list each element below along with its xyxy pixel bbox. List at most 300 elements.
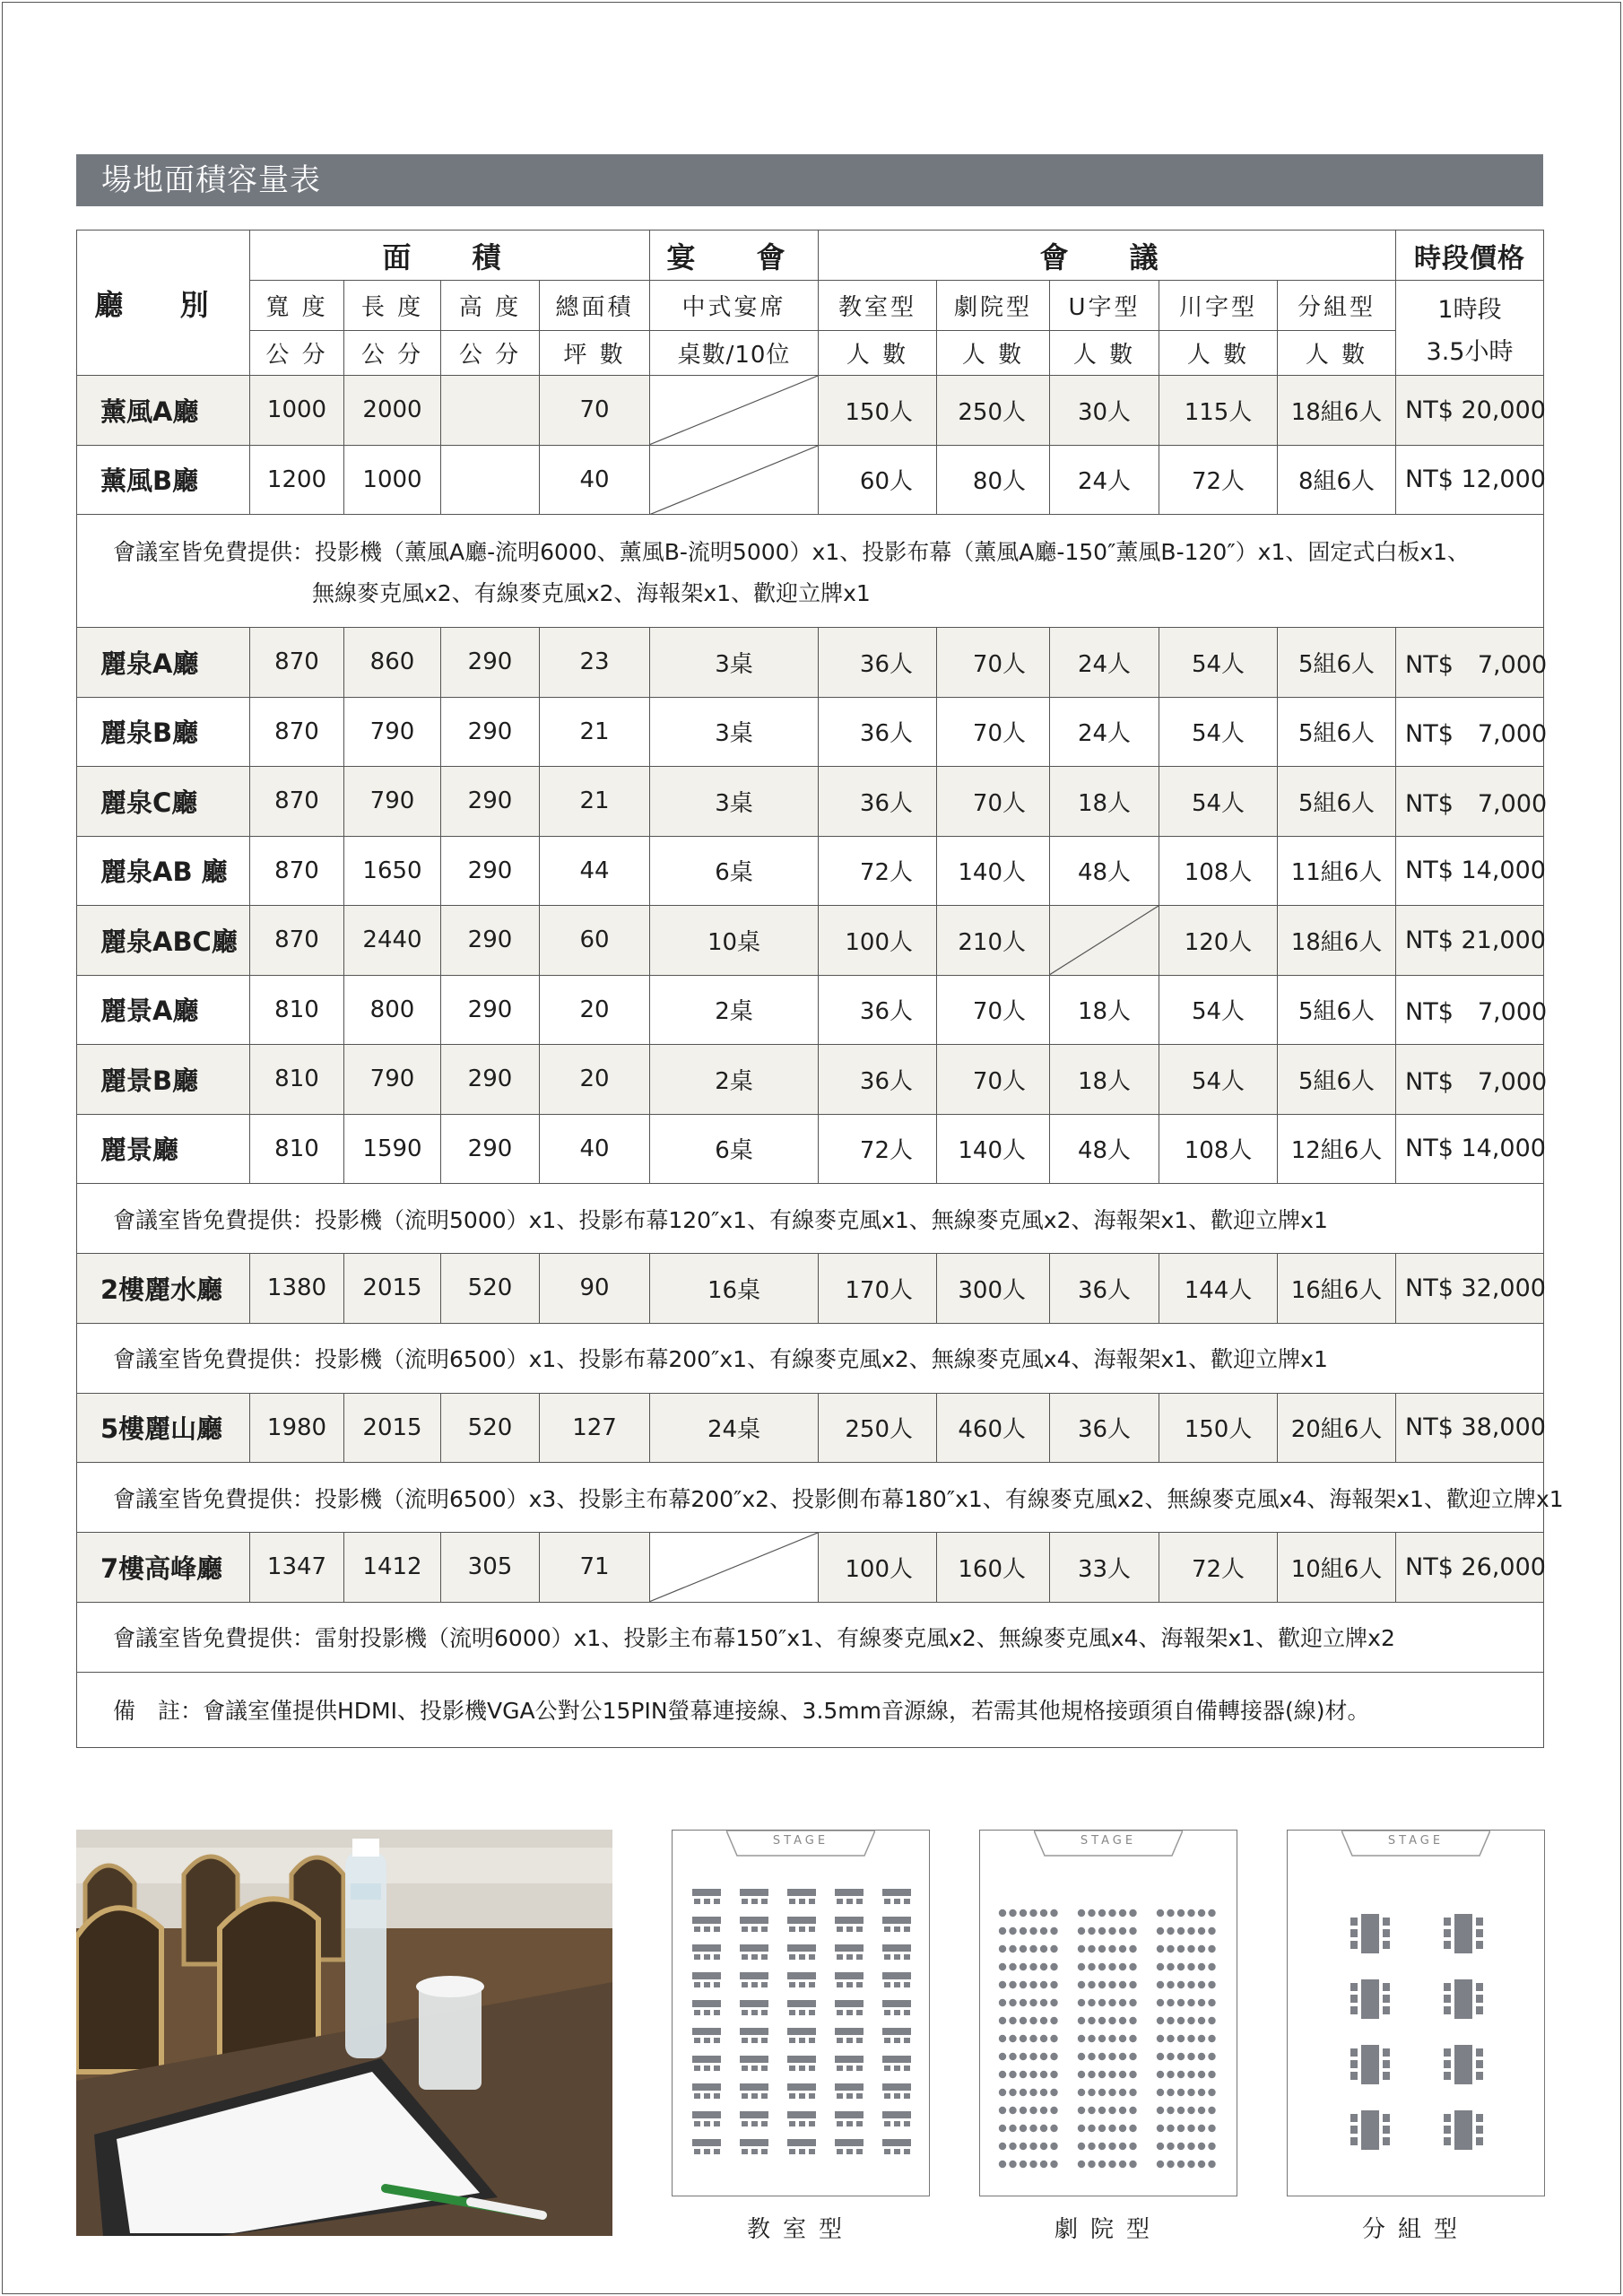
group-cell: 5組6人 (1278, 697, 1396, 767)
not-available-slash (650, 376, 818, 445)
theater-seat (1119, 2071, 1126, 2078)
theater-seat (1108, 2017, 1115, 2024)
theater-seat (1009, 1999, 1016, 2006)
u-shape-cell: 33人 (1050, 1533, 1159, 1603)
desk-with-chairs (740, 1944, 768, 1960)
price-cell: NT$ 20,000 (1396, 376, 1544, 446)
classroom-cell: 72人 (819, 1114, 937, 1184)
theater-seat (1040, 2089, 1047, 2096)
theater-seat (1187, 2143, 1194, 2150)
theater-seat (1050, 2125, 1057, 2132)
theater-seat (1098, 2107, 1106, 2114)
theater-seat (1040, 2035, 1047, 2042)
theater-seat (1198, 2053, 1205, 2060)
theater-seat (1078, 2035, 1085, 2042)
theater-seat (1088, 2089, 1095, 2096)
banquet-cell: 3桌 (650, 697, 819, 767)
theater-seat (1157, 1909, 1164, 1917)
width-cell: 1000 (250, 376, 344, 446)
desk-with-chairs (882, 1944, 911, 1960)
theater-seat (1177, 2089, 1185, 2096)
header-area: 面 積 (250, 230, 650, 281)
price-cell: NT$ 7,000 (1396, 628, 1544, 698)
banquet-cell: 2桌 (650, 1045, 819, 1115)
table-row (77, 1045, 1544, 1115)
theater-seat (1187, 2125, 1194, 2132)
chuan-shape-cell: 54人 (1159, 1045, 1278, 1115)
hall-name: 麗景B廳 (77, 1045, 250, 1115)
price-cell: NT$ 12,000 (1396, 445, 1544, 515)
theater-seat (1129, 1981, 1136, 1988)
desk-with-chairs (692, 2083, 721, 2099)
theater-seat (1157, 2125, 1164, 2132)
length-cell: 2015 (344, 1393, 441, 1463)
theater-seat (1098, 1999, 1106, 2006)
theater-seat (1198, 2143, 1205, 2150)
chuan-shape-cell: 108人 (1159, 836, 1278, 906)
theater-seat (1050, 2071, 1057, 2078)
desk-with-chairs (692, 2111, 721, 2126)
group-table (1350, 2045, 1390, 2084)
theater-seat (1009, 2125, 1016, 2132)
theater-seat (1167, 1945, 1174, 1952)
theater-seat (1108, 2125, 1115, 2132)
theater-seat (1119, 2089, 1126, 2096)
theater-seat (1198, 2071, 1205, 2078)
u-shape-cell: 18人 (1050, 1045, 1159, 1115)
theater-seat (1050, 1945, 1057, 1952)
theater-seat (1177, 2053, 1185, 2060)
desk-with-chairs (740, 2028, 768, 2043)
price-cell: NT$ 7,000 (1396, 767, 1544, 837)
theater-seat (1098, 2035, 1106, 2042)
theater-seat (1020, 2125, 1027, 2132)
theater-seat (1198, 2035, 1205, 2042)
theater-seat (1009, 1981, 1016, 1988)
u-shape-cell: 24人 (1050, 697, 1159, 767)
header-total-area: 總面積 (540, 281, 650, 331)
theater-seat (1177, 2161, 1185, 2168)
price-cell: NT$ 7,000 (1396, 975, 1544, 1045)
group-table (1350, 1979, 1390, 2019)
theater-seat (1187, 2071, 1194, 2078)
theater-seat (1167, 1999, 1174, 2006)
theater-seat (1009, 2017, 1016, 2024)
chuan-shape-cell: 150人 (1159, 1393, 1278, 1463)
theater-seat (1108, 2143, 1115, 2150)
theater-seat (1167, 2107, 1174, 2114)
desk-with-chairs (787, 1972, 816, 1987)
length-cell: 790 (344, 1045, 441, 1115)
banquet-cell: 16桌 (650, 1254, 819, 1324)
u-shape-cell: 18人 (1050, 767, 1159, 837)
theater-seat (1177, 1981, 1185, 1988)
chuan-shape-cell: 115人 (1159, 376, 1278, 446)
theater-seat (1198, 1981, 1205, 1988)
theater-seat (1078, 1999, 1085, 2006)
theater-seat (1098, 1981, 1106, 1988)
desk-with-chairs (740, 2000, 768, 2015)
stage-label: STAGE (1387, 1834, 1445, 1848)
theater-seat (1098, 1927, 1106, 1935)
u-shape-cell: 48人 (1050, 1114, 1159, 1184)
classroom-cell: 150人 (819, 376, 937, 446)
theater-seat (1050, 1909, 1057, 1917)
equipment-note-xunfeng-text: 會議室皆免費提供：投影機（薰風A廳-流明6000、薰風B-流明5000）x1、投影布幕（薰風A廳-150″薰風B-120″）x1、固定式白板x1、 (113, 538, 1471, 565)
theater-seat (1157, 2071, 1164, 2078)
theater-seat (1009, 2107, 1016, 2114)
desk-with-chairs (787, 1917, 816, 1932)
theater-seat (1029, 2125, 1037, 2132)
theater-seat (1129, 2035, 1136, 2042)
height-cell: 290 (441, 836, 540, 906)
theater-cell: 80人 (937, 445, 1050, 515)
theater-seat (1187, 1945, 1194, 1952)
banquet-cell: 6桌 (650, 1114, 819, 1184)
theater-seat (1078, 2161, 1085, 2168)
desk-with-chairs (787, 1944, 816, 1960)
theater-seat (1020, 1963, 1027, 1970)
theater-seat (1119, 2125, 1126, 2132)
u-shape-cell: 36人 (1050, 1393, 1159, 1463)
classroom-cell: 36人 (819, 628, 937, 698)
theater-seat (1009, 1963, 1016, 1970)
table-row (77, 1533, 1544, 1603)
theater-cell: 210人 (937, 906, 1050, 976)
theater-seat (1088, 2053, 1095, 2060)
banquet-cell: 2桌 (650, 975, 819, 1045)
theater-seat (1157, 2161, 1164, 2168)
desk-with-chairs (787, 2056, 816, 2071)
theater-seat (1050, 2035, 1057, 2042)
area-cell: 21 (540, 697, 650, 767)
theater-seat (1157, 1981, 1164, 1988)
remark-text: 備 註：會議室僅提供HDMI、投影機VGA公對公15PIN螢幕連接線、3.5mm音源線，若需其他規格接頭須自備轉接器(線)材。 (77, 1672, 1544, 1747)
theater-seat (1088, 2071, 1095, 2078)
theater-seat (1029, 1963, 1037, 1970)
theater-seat (1040, 2071, 1047, 2078)
theater-seat (999, 2089, 1006, 2096)
group-layout-label: 分組型 (1361, 2216, 1470, 2243)
length-cell: 1650 (344, 836, 441, 906)
width-cell: 870 (250, 836, 344, 906)
chuan-shape-cell: 54人 (1159, 697, 1278, 767)
theater-seat (1040, 2053, 1047, 2060)
theater-seat (1208, 1927, 1215, 1935)
classroom-layout-diagram (672, 1830, 930, 2196)
group-cell: 10組6人 (1278, 1533, 1396, 1603)
theater-seat (1020, 1945, 1027, 1952)
theater-seat (1088, 2125, 1095, 2132)
theater-seat (1098, 1909, 1106, 1917)
theater-seat (1129, 1999, 1136, 2006)
theater-seat (1129, 1945, 1136, 1952)
theater-seat (1040, 1963, 1047, 1970)
theater-seat (1029, 1999, 1037, 2006)
theater-seat (1208, 1981, 1215, 1988)
table-row (77, 1114, 1544, 1184)
classroom-cell: 100人 (819, 906, 937, 976)
unit-u: 人 數 (1050, 331, 1159, 376)
area-cell: 20 (540, 975, 650, 1045)
equipment-note-xunfeng-text-line2: 無線麥克風x2、有線麥克風x2、海報架x1、歡迎立牌x1 (312, 579, 871, 606)
u-shape-cell: 30人 (1050, 376, 1159, 446)
theater-cell: 140人 (937, 836, 1050, 906)
equipment-note-lishan-text: 會議室皆免費提供：投影機（流明6500）x3、投影主布幕200″x2、投影側布幕180″x1、有線麥克風x2、無線麥克風x4、海報架x1、歡迎立牌x1 (113, 1485, 1564, 1512)
theater-seat (1167, 2017, 1174, 2024)
height-cell: 290 (441, 1045, 540, 1115)
theater-seat (1187, 1963, 1194, 1970)
theater-seat (1040, 1999, 1047, 2006)
area-cell: 40 (540, 1114, 650, 1184)
theater-layout-diagram (979, 1830, 1237, 2196)
theater-seat (1129, 2161, 1136, 2168)
classroom-cell: 36人 (819, 767, 937, 837)
desk-with-chairs (882, 2139, 911, 2154)
theater-seat (1167, 2143, 1174, 2150)
theater-seat (1167, 1927, 1174, 1935)
hall-name: 5樓麗山廳 (77, 1393, 250, 1463)
group-seats (1288, 1857, 1543, 2198)
theater-seat (1108, 2107, 1115, 2114)
banquet-cell (650, 1533, 819, 1603)
theater-seat (1119, 1981, 1126, 1988)
height-cell: 290 (441, 767, 540, 837)
group-cell: 16組6人 (1278, 1254, 1396, 1324)
theater-seat (1009, 2143, 1016, 2150)
theater-seat (1198, 1909, 1205, 1917)
theater-seat (1208, 1999, 1215, 2006)
equipment-note-xunfeng (77, 515, 1544, 628)
theater-seat (999, 2035, 1006, 2042)
theater-seat (1177, 2017, 1185, 2024)
equipment-note-gaofeng (77, 1602, 1544, 1672)
theater-seat (1078, 2089, 1085, 2096)
theater-seat (1129, 2071, 1136, 2078)
theater-seat (1187, 2017, 1194, 2024)
length-cell: 790 (344, 697, 441, 767)
theater-seat (1020, 1999, 1027, 2006)
length-cell: 790 (344, 767, 441, 837)
area-cell: 20 (540, 1045, 650, 1115)
meeting-room-photo (76, 1830, 612, 2236)
stage-label: STAGE (772, 1834, 829, 1848)
theater-seat (1009, 1945, 1016, 1952)
theater-seat (1208, 2089, 1215, 2096)
table-row (77, 1254, 1544, 1324)
height-cell: 520 (441, 1393, 540, 1463)
theater-seat (1187, 2053, 1194, 2060)
not-available-slash (1050, 906, 1159, 975)
stage-label: STAGE (1080, 1834, 1137, 1848)
theater-seat (1040, 2143, 1047, 2150)
desk-with-chairs (835, 2139, 864, 2154)
theater-seat (1029, 1981, 1037, 1988)
theater-seat (1208, 2035, 1215, 2042)
width-cell: 870 (250, 628, 344, 698)
banquet-cell: 3桌 (650, 628, 819, 698)
theater-cell: 70人 (937, 975, 1050, 1045)
theater-seat (1108, 2035, 1115, 2042)
desk-with-chairs (787, 2000, 816, 2015)
theater-seat (1129, 2017, 1136, 2024)
equipment-note-xunfeng-row (77, 515, 1544, 628)
theater-seat (1098, 1945, 1106, 1952)
theater-seat (1167, 1909, 1174, 1917)
height-cell: 290 (441, 906, 540, 976)
theater-seat (1088, 2035, 1095, 2042)
theater-seat (1167, 1963, 1174, 1970)
theater-seat (1078, 2107, 1085, 2114)
hall-name: 麗泉AB 廳 (77, 836, 250, 906)
theater-seat (999, 1909, 1006, 1917)
group-cell: 18組6人 (1278, 376, 1396, 446)
area-cell: 127 (540, 1393, 650, 1463)
theater-seat (1108, 1999, 1115, 2006)
chuan-shape-cell: 54人 (1159, 767, 1278, 837)
theater-seat (1088, 1927, 1095, 1935)
table-row (77, 767, 1544, 837)
chuan-shape-cell: 120人 (1159, 906, 1278, 976)
theater-seat (1177, 2071, 1185, 2078)
theater-seat (1167, 1981, 1174, 1988)
theater-seat (1119, 2143, 1126, 2150)
theater-seat (1177, 2107, 1185, 2114)
length-cell: 860 (344, 628, 441, 698)
theater-seat (1009, 1927, 1016, 1935)
table-row (77, 697, 1544, 767)
theater-cell: 70人 (937, 628, 1050, 698)
width-cell: 1200 (250, 445, 344, 515)
theater-seat (1167, 2089, 1174, 2096)
unit-width: 公 分 (250, 331, 344, 376)
equipment-note-lishui-text: 會議室皆免費提供：投影機（流明6500）x1、投影布幕200″x1、有線麥克風x2、無線麥克風x4、海報架x1、歡迎立牌x1 (113, 1346, 1328, 1372)
theater-seat (1020, 1927, 1027, 1935)
classroom-cell: 36人 (819, 975, 937, 1045)
u-shape-cell: 24人 (1050, 628, 1159, 698)
desk-with-chairs (692, 1972, 721, 1987)
group-table (1444, 2045, 1483, 2084)
unit-tables: 桌數/10位 (650, 331, 819, 376)
theater-seat (1208, 2071, 1215, 2078)
hall-name: 麗泉ABC廳 (77, 906, 250, 976)
theater-seat (1029, 1927, 1037, 1935)
theater-seat (1208, 2161, 1215, 2168)
theater-seat (1119, 2017, 1126, 2024)
table-row (77, 906, 1544, 976)
theater-seat (1108, 1909, 1115, 1917)
theater-seat (1020, 2107, 1027, 2114)
theater-seat (1198, 2125, 1205, 2132)
header-banquet: 宴 會 (650, 230, 819, 281)
length-cell: 2000 (344, 376, 441, 446)
theater-seat (999, 2017, 1006, 2024)
theater-seat (1098, 1963, 1106, 1970)
theater-seat (1108, 2071, 1115, 2078)
chuan-shape-cell: 54人 (1159, 975, 1278, 1045)
width-cell: 1380 (250, 1254, 344, 1324)
hall-name: 麗泉C廳 (77, 767, 250, 837)
theater-seat (1198, 1927, 1205, 1935)
price-cell: NT$ 7,000 (1396, 697, 1544, 767)
desk-with-chairs (835, 2028, 864, 2043)
hall-name: 2樓麗水廳 (77, 1254, 250, 1324)
theater-seat (1029, 1945, 1037, 1952)
group-cell: 5組6人 (1278, 628, 1396, 698)
theater-seat (1040, 1981, 1047, 1988)
unit-classroom: 人 數 (819, 331, 937, 376)
theater-seat (1088, 2143, 1095, 2150)
equipment-note-lishui-row (77, 1323, 1544, 1393)
theater-seat (999, 1927, 1006, 1935)
table-row (77, 628, 1544, 698)
theater-seat (1177, 1927, 1185, 1935)
equipment-note-gaofeng-row (77, 1602, 1544, 1672)
theater-seat (1129, 1909, 1136, 1917)
theater-seat (1167, 2125, 1174, 2132)
desk-with-chairs (740, 1917, 768, 1932)
theater-seat (1078, 1981, 1085, 1988)
u-shape-cell: 18人 (1050, 975, 1159, 1045)
chuan-shape-cell: 54人 (1159, 628, 1278, 698)
theater-layout-label: 劇院型 (1054, 2216, 1162, 2243)
classroom-seats (673, 1857, 928, 2198)
height-cell: 290 (441, 975, 540, 1045)
theater-seat (1129, 2143, 1136, 2150)
area-cell: 70 (540, 376, 650, 446)
theater-seat (1088, 1945, 1095, 1952)
theater-seat (1187, 1981, 1194, 1988)
theater-seat (1157, 2143, 1164, 2150)
group-cell: 18組6人 (1278, 906, 1396, 976)
theater-seat (1009, 2035, 1016, 2042)
theater-seat (999, 1999, 1006, 2006)
unit-group: 人 數 (1278, 331, 1396, 376)
theater-seat (1177, 1909, 1185, 1917)
banquet-cell: 3桌 (650, 767, 819, 837)
theater-seat (999, 2143, 1006, 2150)
theater-seat (1119, 2107, 1126, 2114)
banquet-cell (650, 376, 819, 446)
header-length: 長 度 (344, 281, 441, 331)
group-layout-diagram (1287, 1830, 1545, 2196)
header-width: 寬 度 (250, 281, 344, 331)
theater-seat (1020, 2035, 1027, 2042)
theater-seat (1088, 2161, 1095, 2168)
theater-seat (1129, 2053, 1136, 2060)
theater-seat (1208, 2143, 1215, 2150)
theater-seat (1098, 2143, 1106, 2150)
equipment-note-liquan-row (77, 1184, 1544, 1254)
desk-with-chairs (692, 2000, 721, 2015)
desk-with-chairs (787, 2111, 816, 2126)
banquet-cell: 6桌 (650, 836, 819, 906)
theater-seat (1020, 2089, 1027, 2096)
theater-seat (999, 2053, 1006, 2060)
classroom-cell: 36人 (819, 697, 937, 767)
theater-seat (1088, 1963, 1095, 1970)
theater-seat (1157, 2053, 1164, 2060)
theater-seat (999, 2161, 1006, 2168)
theater-seat (1020, 2143, 1027, 2150)
desk-with-chairs (835, 2056, 864, 2071)
height-cell: 290 (441, 628, 540, 698)
not-available-slash (650, 1533, 818, 1602)
not-available-slash (650, 446, 818, 515)
theater-seat (1078, 2143, 1085, 2150)
theater-seat (1157, 2107, 1164, 2114)
theater-seat (1050, 2107, 1057, 2114)
